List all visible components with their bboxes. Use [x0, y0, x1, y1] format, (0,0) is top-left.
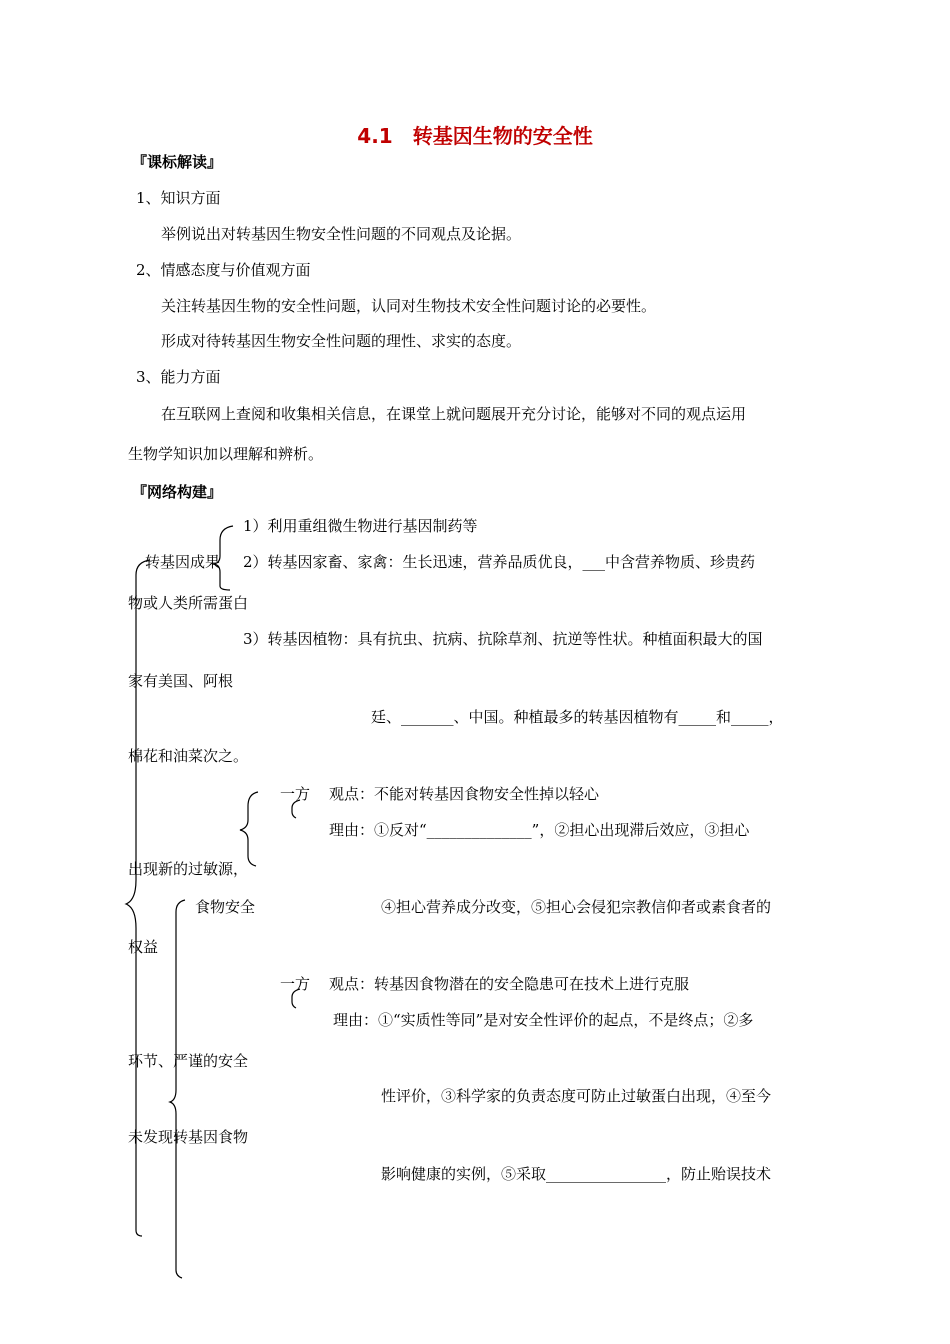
item-text-attitude-1: 关注转基因生物的安全性问题，认同对生物技术安全性问题讨论的必要性。: [161, 297, 657, 315]
side1-view: 观点：不能对转基因食物安全性掉以轻心: [329, 785, 600, 803]
item-label-attitude: 2、情感态度与价值观方面: [136, 261, 311, 279]
item-text-knowledge: 举例说出对转基因生物安全性问题的不同观点及论据。: [161, 225, 522, 243]
side2-label: 一方: [280, 975, 311, 993]
item-text-ability-1: 在互联网上查阅和收集相关信息，在课堂上就问题展开充分讨论，能够对不同的观点运用: [161, 405, 747, 423]
item-text-ability-2: 生物学知识加以理解和辨析。: [128, 445, 324, 463]
side1-reason-1: 理由：①反对“______________”，②担心出现滞后效应，③担心: [329, 821, 750, 839]
brace-food: [170, 900, 185, 1278]
achievement-3-line3: 廷、_______、中国。种植最多的转基因植物有_____和_____，: [371, 708, 784, 726]
achievement-3-line1: 3）转基因植物：具有抗虫、抗病、抗除草剂、抗逆等性状。种植面积最大的国: [243, 630, 763, 648]
section-heading-curriculum: 『课标解读』: [132, 153, 223, 171]
side1-reason-4: 权益: [128, 938, 159, 956]
item-label-knowledge: 1、知识方面: [136, 189, 221, 207]
achievement-3-line2: 家有美国、阿根: [128, 672, 234, 690]
food-safety-label: 食物安全: [195, 898, 256, 916]
section-heading-network: 『网络构建』: [132, 483, 223, 501]
achievement-2-line1: 2）转基因家畜、家禽：生长迅速，营养品质优良，___中含营养物质、珍贵药: [243, 553, 756, 571]
side1-reason-2: 出现新的过敏源，: [128, 860, 249, 878]
side2-reason-1: 理由：①“实质性等同”是对安全性评价的起点，不是终点；②多: [333, 1011, 754, 1029]
side2-reason-2: 环节、严谨的安全: [128, 1052, 249, 1070]
achievement-3-line4: 棉花和油菜次之。: [128, 747, 249, 765]
item-text-attitude-2: 形成对待转基因生物安全性问题的理性、求实的态度。: [161, 332, 522, 350]
brace-sides: [240, 792, 258, 866]
side1-label: 一方: [280, 785, 311, 803]
side2-reason-5: 影响健康的实例，⑤采取________________，防止贻误技术: [381, 1165, 772, 1183]
side1-reason-3: ④担心营养成分改变，⑤担心会侵犯宗教信仰者或素食者的: [381, 898, 772, 916]
achievement-1: 1）利用重组微生物进行基因制药等: [243, 517, 478, 535]
side2-view: 观点：转基因食物潜在的安全隐患可在技术上进行克服: [329, 975, 690, 993]
achievement-2-line2: 物或人类所需蛋白: [128, 594, 249, 612]
side2-reason-3: 性评价，③科学家的负责态度可防止过敏蛋白出现，④至今: [381, 1087, 772, 1105]
side2-reason-4: 未发现转基因食物: [128, 1128, 249, 1146]
item-label-ability: 3、能力方面: [136, 368, 221, 386]
achievements-label: 转基因成果: [145, 553, 221, 571]
page-title: 4.1 转基因生物的安全性: [357, 124, 593, 148]
